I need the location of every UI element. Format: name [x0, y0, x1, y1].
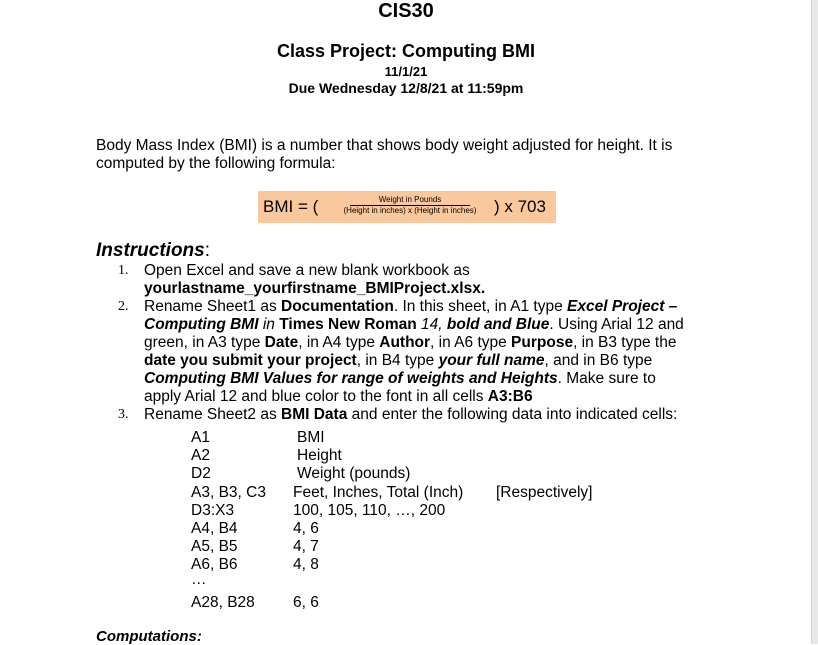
item-text — [144, 262, 718, 298]
list-item — [118, 406, 718, 424]
scrollbar[interactable] — [811, 0, 818, 644]
cell-ref: D2 — [191, 465, 211, 482]
text-run: , in A4 type — [298, 334, 380, 351]
instructions-heading-text: Instructions — [96, 240, 205, 261]
cell-value: Weight (pounds) — [297, 465, 411, 482]
intro-line-2: computed by the following formula: — [96, 155, 336, 172]
item-number: 1. — [118, 263, 129, 278]
bmi-formula — [258, 191, 556, 223]
keyword: Date — [264, 334, 299, 351]
instructions-list — [118, 262, 718, 424]
font-style: bold and Blue — [446, 316, 550, 333]
text-run: . Make sure to — [557, 370, 656, 387]
cell-value: BMI — [297, 429, 325, 446]
cell-ref: A28, B28 — [191, 594, 255, 611]
cell-ref: A5, B5 — [191, 538, 238, 555]
cell-value: Height — [297, 447, 342, 464]
font-size: 14, — [416, 316, 447, 333]
formula-rhs: ) x 703 — [494, 197, 546, 216]
text-run: , in B4 type — [356, 352, 439, 369]
computations-heading: Computations: — [96, 628, 202, 645]
list-item — [118, 298, 718, 406]
sheet-name: Documentation — [281, 298, 394, 315]
text-run: , and in B6 type — [544, 352, 653, 369]
keyword: date you submit your project — [144, 352, 357, 369]
text-run: Rename Sheet2 as — [144, 406, 282, 423]
text-run: and enter the following data into indicated cells: — [347, 406, 678, 423]
text-run: . In this sheet, in A1 type — [393, 298, 568, 315]
formula-lhs: BMI = ( — [263, 197, 319, 216]
due-date: Due Wednesday 12/8/21 at 11:59pm — [288, 80, 524, 96]
formula-fraction — [330, 195, 490, 216]
cell-ref: A3, B3, C3 — [191, 484, 266, 501]
ellipsis: … — [191, 571, 207, 588]
cell-ref: A4, B4 — [191, 520, 238, 537]
filename: yourlastname_yourfirstname_BMIProject.xlsx. — [144, 280, 486, 297]
date-line: 11/1/21 — [384, 64, 428, 79]
course-code: CIS30 — [378, 0, 434, 22]
cell-range: A3:B6 — [487, 388, 533, 405]
instructions-colon: : — [204, 240, 211, 261]
cell-ref: A2 — [191, 447, 210, 464]
text-run: in — [258, 316, 280, 333]
sheet-name: BMI Data — [281, 406, 348, 423]
cell-value: Feet, Inches, Total (Inch) — [293, 484, 464, 501]
text-run: , in A6 type — [430, 334, 512, 351]
cell-value: 100, 105, 110, …, 200 — [293, 502, 446, 519]
formula-denominator: (Height in inches) x (Height in inches) — [343, 206, 477, 215]
list-item — [118, 262, 718, 298]
cell-value: 6, 6 — [293, 594, 319, 611]
cell-ref: D3:X3 — [191, 502, 235, 519]
item-number: 2. — [118, 299, 129, 314]
intro-paragraph — [96, 137, 736, 173]
cell-ref: A1 — [191, 429, 210, 446]
keyword: your full name — [438, 352, 545, 369]
keyword: Author — [379, 334, 431, 351]
item-text — [144, 298, 718, 406]
keyword: Purpose — [511, 334, 574, 351]
cell-note: [Respectively] — [496, 484, 593, 501]
cell-value: 4, 8 — [293, 556, 319, 573]
formula-numerator: Weight in Pounds — [350, 195, 470, 206]
text-run: , in B3 type the — [573, 334, 677, 351]
page-title: Class Project: Computing BMI — [276, 41, 536, 61]
a1-text: Excel Project – — [567, 298, 678, 315]
text-run: Rename Sheet1 as — [144, 298, 282, 315]
item-number: 3. — [118, 407, 129, 422]
instructions-heading — [96, 240, 210, 262]
text-run: . Using Arial 12 and — [549, 316, 684, 333]
cell-value: 4, 7 — [293, 538, 319, 555]
text-run: green, in A3 type — [144, 334, 265, 351]
item1-text: Open Excel and save a new blank workbook as — [144, 262, 470, 279]
cell-value: 4, 6 — [293, 520, 319, 537]
text-run: apply Arial 12 and blue color to the font in all cells — [144, 388, 488, 405]
keyword: Computing BMI Values for range of weights and Heights — [144, 370, 558, 387]
intro-line-1: Body Mass Index (BMI) is a number that shows body weight adjusted for height. It is — [96, 137, 673, 154]
cell-ref: A6, B6 — [191, 556, 238, 573]
a1-text-cont: Computing BMI — [144, 316, 259, 333]
font-name: Times New Roman — [279, 316, 417, 333]
item-text — [144, 406, 718, 424]
